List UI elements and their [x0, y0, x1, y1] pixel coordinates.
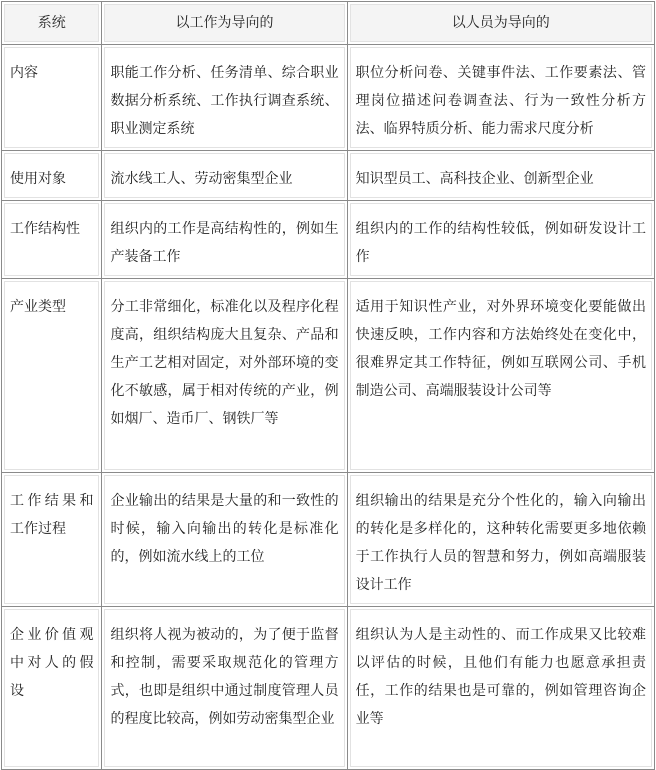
work-oriented-text: 组织将人视为被动的，为了便于监督和控制，需要采取规范化的管理方式，也即是组织中通过制度管理人员的程度比较高，例如劳动密集型企业: [104, 609, 344, 767]
header-label-person-oriented: 以人员为导向的: [350, 4, 652, 42]
header-label-work-oriented: 以工作为导向的: [104, 4, 344, 42]
work-oriented-text: 企业输出的结果是大量的和一致性的时候，输入向输出的转化是标准化的，例如流水线上的工位: [104, 475, 344, 604]
row-label: 工作结果和工作过程: [4, 475, 99, 604]
work-oriented-cell: [102, 151, 347, 201]
table-row-industry: [2, 279, 655, 473]
table-row-result-process: [2, 473, 655, 607]
work-oriented-text: 分工非常细化，标准化以及程序化程度高，组织结构庞大且复杂、产品和生产工艺相对固定，对外部环境的变化不敏感，属于相对传统的产业，例如烟厂、造币厂、钢铁厂等: [104, 281, 344, 470]
header-label-system: 系统: [4, 4, 99, 42]
person-oriented-text: 知识型员工、高科技企业、创新型企业: [350, 153, 652, 198]
row-label-cell: [2, 473, 102, 607]
row-label-cell: [2, 607, 102, 770]
row-label-cell: [2, 279, 102, 473]
work-oriented-cell: [102, 607, 347, 770]
work-oriented-text: 流水线工人、劳动密集型企业: [104, 153, 344, 198]
work-oriented-text: 组织内的工作是高结构性的，例如生产装备工作: [104, 203, 344, 276]
work-oriented-cell: [102, 45, 347, 151]
table-row-values: [2, 607, 655, 770]
work-oriented-cell: [102, 473, 347, 607]
work-oriented-text: 职能工作分析、任务清单、综合职业数据分析系统、工作执行调查系统、职业测定系统: [104, 47, 344, 148]
person-oriented-text: 组织认为人是主动性的、而工作成果又比较难以评估的时候，且他们有能力也愿意承担责任，工作的结果也是可靠的，例如管理咨询企业等: [350, 609, 652, 767]
person-oriented-cell: [348, 45, 655, 151]
row-label: 内容: [4, 47, 99, 148]
person-oriented-text: 适用于知识性产业，对外界环境变化要能做出快速反映，工作内容和方法始终处在变化中，很难界定其工作特征，例如互联网公司、手机制造公司、高端服装设计公司等: [350, 281, 652, 470]
table-row-structure: [2, 201, 655, 279]
row-label-cell: [2, 201, 102, 279]
person-oriented-text: 职位分析问卷、关键事件法、工作要素法、管理岗位描述问卷调查法、行为一致性分析方法、临界特质分析、能力需求尺度分析: [350, 47, 652, 148]
row-label: 使用对象: [4, 153, 99, 198]
header-row: [2, 2, 655, 45]
row-label-cell: [2, 151, 102, 201]
header-cell-system: [2, 2, 102, 45]
person-oriented-cell: [348, 201, 655, 279]
header-cell-work-oriented: [102, 2, 347, 45]
work-oriented-cell: [102, 279, 347, 473]
header-cell-person-oriented: [348, 2, 655, 45]
work-oriented-cell: [102, 201, 347, 279]
table-row-content: [2, 45, 655, 151]
row-label: 企业价值观中对人的假设: [4, 609, 99, 767]
person-oriented-cell: [348, 279, 655, 473]
row-label: 产业类型: [4, 281, 99, 470]
row-label-cell: [2, 45, 102, 151]
person-oriented-cell: [348, 151, 655, 201]
person-oriented-cell: [348, 607, 655, 770]
table-row-target: [2, 151, 655, 201]
row-label: 工作结构性: [4, 203, 99, 276]
comparison-table: [1, 1, 655, 770]
person-oriented-text: 组织输出的结果是充分个性化的，输入向输出的转化是多样化的，这种转化需要更多地依赖于工作执行人员的智慧和努力，例如高端服装设计工作: [350, 475, 652, 604]
person-oriented-cell: [348, 473, 655, 607]
person-oriented-text: 组织内的工作的结构性较低，例如研发设计工作: [350, 203, 652, 276]
